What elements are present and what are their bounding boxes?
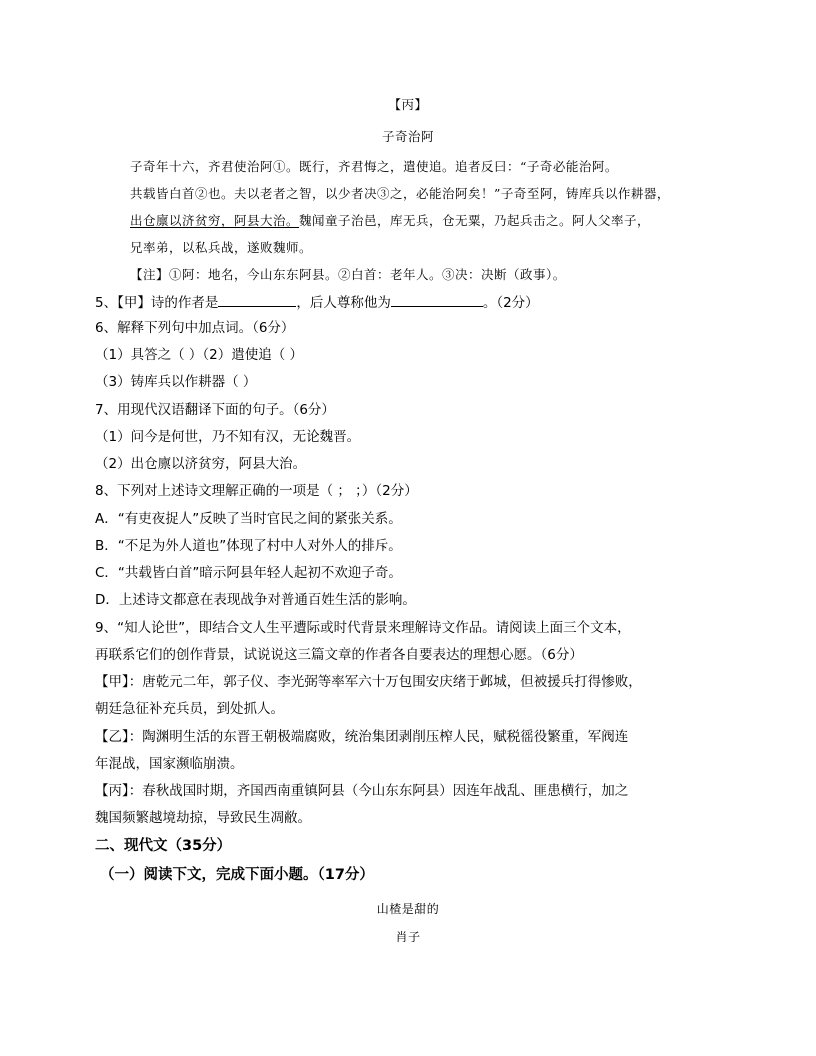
underlined-sentence: 出仓廪以济贫穷，阿县大治。 [130,213,300,228]
background-jia: 【甲】：唐乾元二年，郭子仪、李光弼等率军六十万包围安庆绪于邺城，但被援兵打得惨败， [95,674,642,690]
passage-title: 子奇治阿 [381,129,434,144]
option-b: B．“不足为外人道也”体现了村中人对外人的排斥。 [95,538,402,554]
background-bing: 【丙】：春秋战国时期，齐国西南重镇阿县（今山东东阿县）因连年战乱、匪患横行，加之 [95,783,629,799]
article-title: 山楂是甜的 [376,902,440,916]
background-bing: 魏国频繁越境劫掠，导致民生凋敝。 [95,810,311,826]
passage-label: 【丙】 [388,97,428,112]
option-d: D．上述诗文都意在表现战争对普通百姓生活的影响。 [95,592,416,608]
passage-line: 共载皆白首②也。夫以老者之智，以少者决③之，必能治阿矣！”子奇至阿，铸库兵以作耕器， [130,186,670,201]
question-9-stem: 再联系它们的创作背景，试说说这三篇文章的作者各自要表达的理想心愿。（6分） [95,647,583,663]
option-c: C．“共载皆白首”暗示阿县年轻人起初不欢迎子奇。 [95,565,402,581]
option-a: A．“有吏夜捉人”反映了当时官民之间的紧张关系。 [95,511,402,527]
passage-line-rest: 魏闻童子治邑，库无兵，仓无粟，乃起兵击之。阿人父率子， [299,213,651,228]
question-5 [95,292,539,312]
passage-line: 兄率弟，以私兵战，遂败魏师。 [130,240,313,255]
article-author: 肖子 [395,930,421,944]
q5-middle: ，后人尊称他为 [296,295,391,311]
background-yi: 年混战，国家濒临崩溃。 [95,756,244,772]
passage-line: 子奇年十六，齐君使治阿①。既行，齐君悔之，遣使追。追者反曰：“子奇必能治阿。 [130,159,618,174]
passage-line [130,212,650,230]
q5-prefix: 5、【甲】诗的作者是 [95,295,219,311]
answer-blank[interactable] [391,292,483,307]
subsection-heading: （一）阅读下文，完成下面小题。（17分） [100,867,374,883]
question-7-item: （2）出仓廪以济贫穷，阿县大治。 [95,456,307,472]
section-heading: 二、现代文（35分） [95,838,232,854]
question-6-item: （3）铸库兵以作耕器（ ） [95,374,257,390]
answer-blank[interactable] [218,292,296,307]
question-8-stem: 8、下列对上述诗文理解正确的一项是（ ； ；）（2分） [95,483,418,499]
background-jia: 朝廷急征补充兵员，到处抓人。 [95,701,284,717]
q5-suffix: 。（2分） [482,295,539,311]
question-6-stem: 6、解释下列句中加点词。（6分） [95,320,295,336]
passage-note: 【注】①阿：地名，今山东东阿县。②白首：老年人。③决：决断（政事）。 [130,267,566,282]
question-6-item: （1）具答之（ ）（2）遣使追（ ） [95,347,304,363]
question-9-stem: 9、“知人论世”，即结合文人生平遭际或时代背景来理解诗文作品。请阅读上面三个文本， [95,620,631,636]
background-yi: 【乙】：陶渊明生活的东晋王朝极端腐败，统治集团剥削压榨人民，赋税徭役繁重，军阀连 [95,729,629,745]
question-7-stem: 7、用现代汉语翻译下面的句子。（6分） [95,402,335,418]
question-7-item: （1）问今是何世，乃不知有汉，无论魏晋。 [95,429,361,445]
